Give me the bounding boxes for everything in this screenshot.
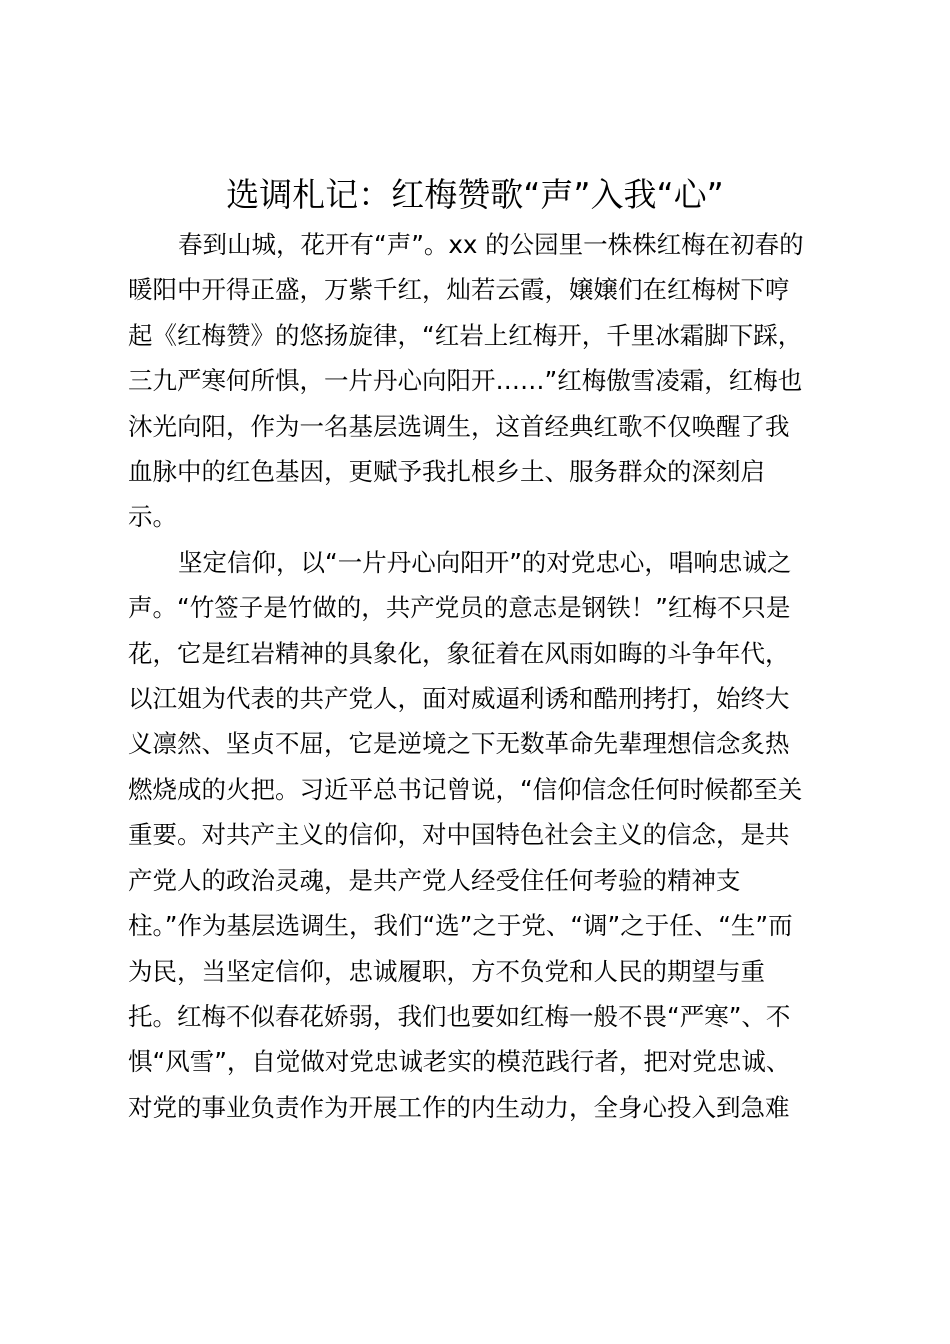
paragraph-line: 三九严寒何所惧，一片丹心向阳开……”红梅傲雪凌霜，红梅也 bbox=[128, 366, 803, 396]
paragraph-2 bbox=[128, 540, 832, 1130]
paragraph-line: 燃烧成的火把。习近平总书记曾说，“信仰信念任何时候都至关 bbox=[128, 774, 803, 804]
paragraph-line: 产党人的政治灵魂，是共产党人经受住任何考验的精神支 bbox=[128, 865, 741, 895]
paragraph-line: 坚定信仰，以“一片丹心向阳开”的对党忠心，唱响忠诚之 bbox=[178, 547, 792, 577]
paragraph-line: 惧“风雪”，自觉做对党忠诚老实的模范践行者，把对党忠诚、 bbox=[128, 1047, 791, 1077]
document-body bbox=[128, 222, 832, 1130]
paragraph-1 bbox=[128, 222, 832, 540]
paragraph-line: 柱。”作为基层选调生，我们“选”之于党、“调”之于任、“生”而 bbox=[128, 911, 793, 941]
paragraph-line: 示。 bbox=[128, 502, 177, 532]
paragraph-line: 为民，当坚定信仰，忠诚履职，方不负党和人民的期望与重 bbox=[128, 956, 765, 986]
paragraph-line: 对党的事业负责作为开展工作的内生动力，全身心投入到急难 bbox=[128, 1092, 790, 1122]
paragraph-line: 沐光向阳，作为一名基层选调生，这首经典红歌不仅唤醒了我 bbox=[128, 411, 790, 441]
paragraph-line: 重要。对共产主义的信仰，对中国特色社会主义的信念，是共 bbox=[128, 820, 790, 850]
paragraph-line: 托。红梅不似春花娇弱，我们也要如红梅一般不畏“严寒”、不 bbox=[128, 1001, 791, 1031]
paragraph-line: 起《红梅赞》的悠扬旋律，“红岩上红梅开，千里冰霜脚下踩， bbox=[128, 320, 803, 350]
paragraph-line: 义凛然、坚贞不屈，它是逆境之下无数革命先辈理想信念炙热 bbox=[128, 729, 790, 759]
document-title: 选调札记：红梅赞歌“声”入我“心” bbox=[226, 175, 724, 214]
paragraph-line: 血脉中的红色基因，更赋予我扎根乡土、服务群众的深刻启 bbox=[128, 457, 765, 487]
paragraph-line: 花，它是红岩精神的具象化，象征着在风雨如晦的斗争年代， bbox=[128, 638, 790, 668]
paragraph-line: 暖阳中开得正盛，万紫千红，灿若云霞，嬢嬢们在红梅树下哼 bbox=[128, 275, 790, 305]
paragraph-line: 声。“竹签子是竹做的，共产党员的意志是钢铁！”红梅不只是 bbox=[128, 593, 791, 623]
paragraph-line: 以江姐为代表的共产党人，面对威逼利诱和酷刑拷打，始终大 bbox=[128, 684, 790, 714]
paragraph-line: 春到山城，花开有“声”。xx 的公园里一株株红梅在初春的 bbox=[178, 230, 804, 259]
